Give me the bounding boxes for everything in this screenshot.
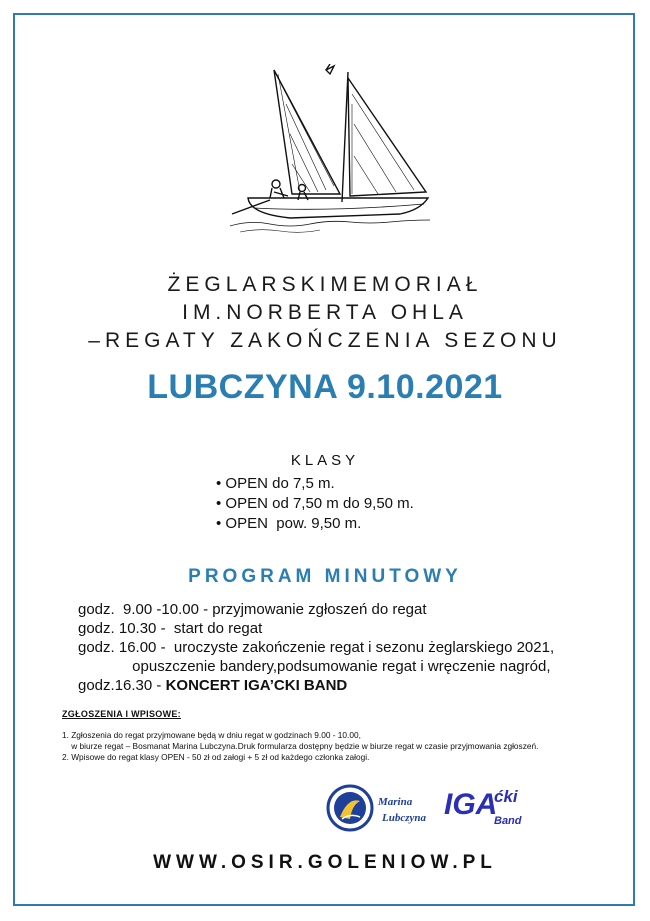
schedule-line: opuszczenie bandery,podsumowanie regat i wręczenie nagród, [78,658,551,675]
registration-line: 2. Wpisowe do regat klasy OPEN - 50 zł od załogi + 5 zł od każdego członka załogi. [62,752,370,762]
registration-info [62,730,538,763]
event-location-date: LUBCZYNA 9.10.2021 [147,368,503,406]
marina-logo-line1: Marina [378,796,413,808]
class-item: • OPEN od 7,50 m do 9,50 m. [216,495,414,512]
title-line-3: –REGATY ZAKOŃCZENIA SEZONU [88,329,562,352]
schedule [78,600,554,695]
sailboat-illustration [230,64,430,234]
schedule-line: godz. 9.00 -10.00 - przyjmowanie zgłoszeń do regat [78,601,427,618]
class-item: • OPEN do 7,5 m. [216,475,335,492]
schedule-line-concert [78,676,554,695]
concert-time: godz.16.30 - [78,677,166,694]
schedule-line: godz. 10.30 - start do regat [78,620,263,637]
registration-line: w biurze regat – Bosmanat Marina Lubczyna.Druk formularza dostępny będzie w biurze regat w czasie przyjmowania zgłoszeń. [62,741,539,751]
iga-logo-band: Band [494,815,522,827]
concert-title: KONCERT IGA’CKI BAND [165,677,348,694]
registration-line: 1. Zgłoszenia do regat przyjmowane będą w dniu regat w godzinach 9.00 - 10.00, [62,730,361,740]
iga-logo-main: IGA [444,788,498,821]
website-url: WWW.OSIR.GOLENIOW.PL [153,852,497,873]
classes-list [216,474,414,534]
classes-heading: KLASY [290,452,360,469]
schedule-line: godz. 16.00 - uroczyste zakończenie regat i sezonu żeglarskiego 2021, [78,639,555,656]
title-line-1: ŻEGLARSKIMEMORIAŁ [167,273,483,296]
class-item: • OPEN pow. 9,50 m. [216,515,362,532]
title-line-2: IM.NORBERTA OHLA [182,301,468,324]
iga-logo-cki: ćki [494,787,518,806]
registration-heading: ZGŁOSZENIA I WPISOWE: [62,709,181,719]
program-heading: PROGRAM MINUTOWY [188,566,462,587]
igacki-band-logo [444,780,528,832]
marina-logo-line2: Lubczyna [382,812,426,824]
marina-lubczyna-logo [326,783,434,833]
